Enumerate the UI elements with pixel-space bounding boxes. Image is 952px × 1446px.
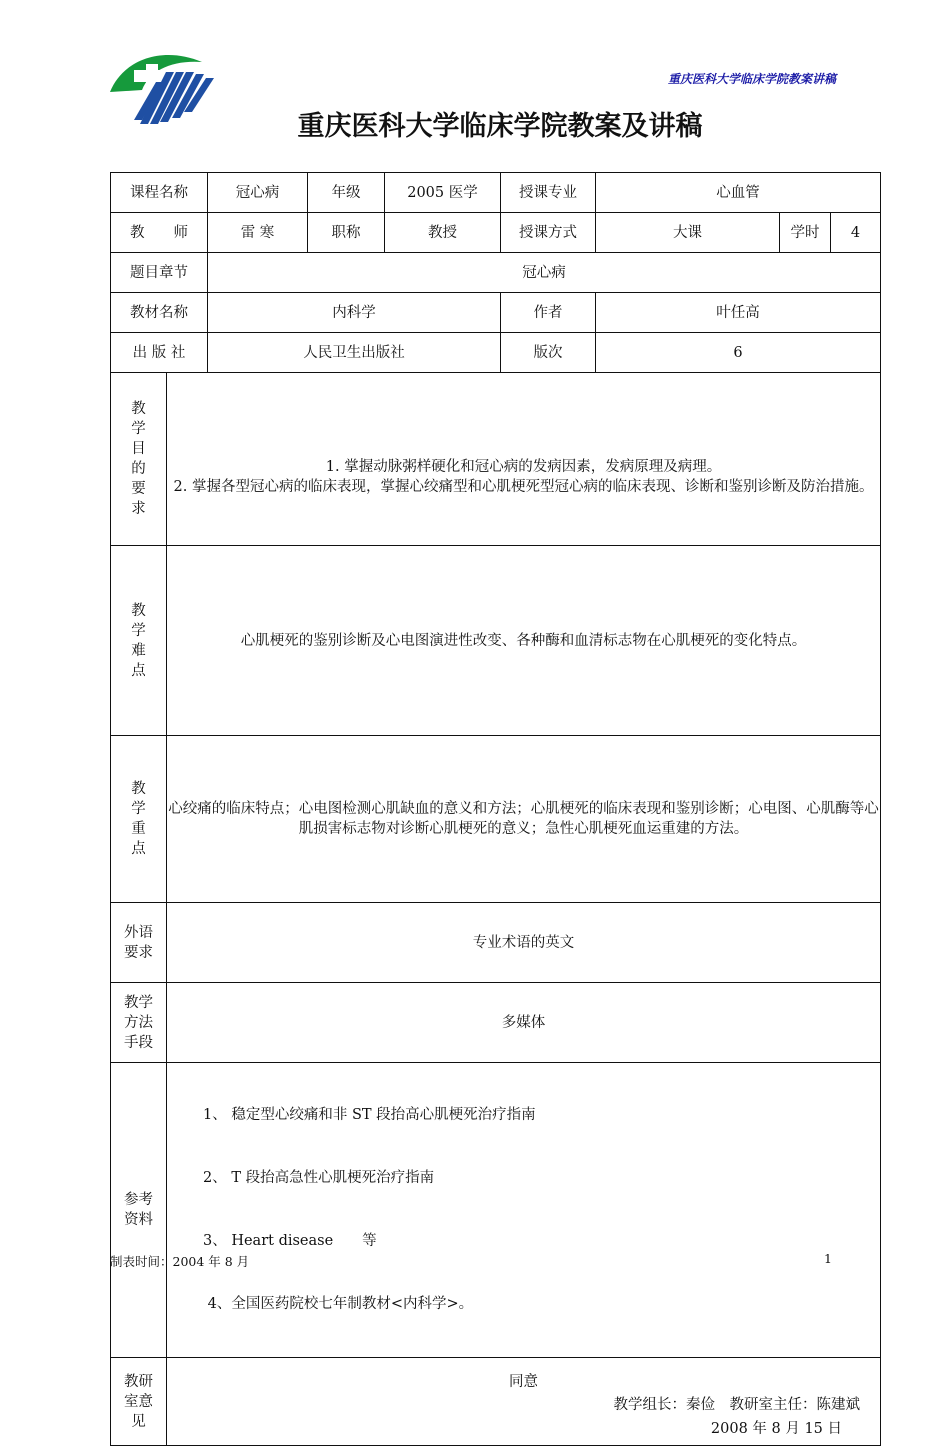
page-title: 重庆医科大学临床学院教案及讲稿 [297, 111, 703, 142]
title-value: 教授 [385, 213, 501, 253]
objectives-content [167, 373, 881, 546]
textbook-label: 教材名称 [111, 293, 208, 333]
teacher-value: 雷 寒 [208, 213, 308, 253]
language-label: 外语 要求 [111, 903, 167, 983]
title-label: 职称 [308, 213, 385, 253]
major-label: 授课专业 [501, 173, 596, 213]
course-value: 冠心病 [208, 173, 308, 213]
reference-item: 3、 Heart disease 等 [203, 1233, 377, 1249]
edition-value: 6 [596, 333, 881, 373]
references-label: 参考 资料 [111, 1063, 167, 1358]
major-value: 心血管 [596, 173, 881, 213]
reference-item: 4、全国医药院校七年制教材<内科学>。 [203, 1296, 474, 1312]
chapter-value: 冠心病 [208, 253, 881, 293]
textbook-value: 内科学 [208, 293, 501, 333]
reference-item: 1、 稳定型心绞痛和非 ST 段抬高心肌梗死治疗指南 [203, 1107, 536, 1123]
objectives-line-2: 2. 掌握各型冠心病的临床表现，掌握心绞痛型和心肌梗死型冠心病的临床表现、诊断和鉴别诊断及防治措施。 [173, 479, 874, 495]
mode-value: 大课 [596, 213, 780, 253]
chapter-label: 题目章节 [111, 253, 208, 293]
opinion-date: 2008 年 8 月 15 日 [710, 1420, 843, 1437]
opinion-signature: 教学组长：秦俭 教研室主任：陈建斌 [613, 1396, 861, 1413]
language-text: 专业术语的英文 [167, 903, 881, 983]
difficulties-text: 心肌梗死的鉴别诊断及心电图演进性改变、各种酶和血清标志物在心肌梗死的变化特点。 [167, 546, 881, 736]
methods-text: 多媒体 [167, 983, 881, 1063]
made-time: 制表时间：2004 年 8 月 [110, 1254, 250, 1269]
opinion-label: 教研 室意 见 [111, 1358, 167, 1446]
header-tag: 重庆医科大学临床学院教案讲稿 [667, 72, 836, 86]
hours-label: 学时 [780, 213, 831, 253]
keypoints-text: 心绞痛的临床特点；心电图检测心肌缺血的意义和方法；心肌梗死的临床表现和鉴别诊断；心电图、心肌酶等心肌损害标志物对诊断心肌梗死的意义；急性心肌梗死血运重建的方法。 [167, 736, 881, 903]
grade-value: 2005 医学 [385, 173, 501, 213]
author-value: 叶任高 [596, 293, 881, 333]
publisher-label: 出 版 社 [111, 333, 208, 373]
reference-item: 2、 T 段抬高急性心肌梗死治疗指南 [203, 1170, 435, 1186]
publisher-value: 人民卫生出版社 [208, 333, 501, 373]
opinion-content [167, 1358, 881, 1446]
difficulties-label: 教 学 难 点 [111, 546, 167, 736]
teacher-label: 教 师 [111, 213, 208, 253]
methods-label: 教学 方法 手段 [111, 983, 167, 1063]
references-list [167, 1063, 881, 1358]
objectives-label: 教 学 目 的 要 求 [111, 373, 167, 546]
opinion-text: 同意 [509, 1373, 538, 1390]
edition-label: 版次 [501, 333, 596, 373]
hours-value: 4 [831, 213, 881, 253]
author-label: 作者 [501, 293, 596, 333]
course-label: 课程名称 [111, 173, 208, 213]
objectives-line-1: 1. 掌握动脉粥样硬化和冠心病的发病因素，发病原理及病理。 [325, 459, 722, 475]
keypoints-label: 教 学 重 点 [111, 736, 167, 903]
mode-label: 授课方式 [501, 213, 596, 253]
page-number: 1 [824, 1251, 832, 1266]
grade-label: 年级 [308, 173, 385, 213]
